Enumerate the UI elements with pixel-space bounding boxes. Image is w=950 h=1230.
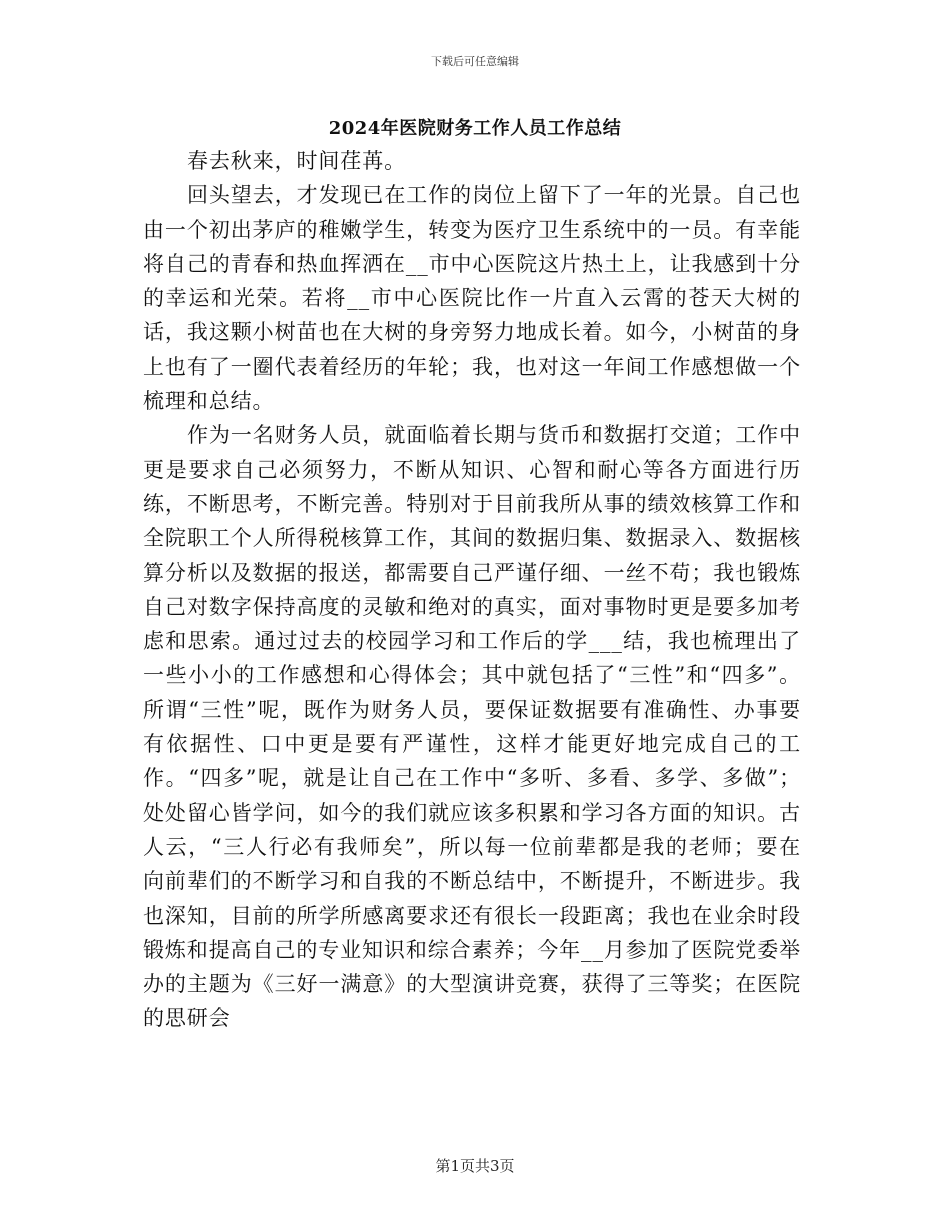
paragraph-reflection: 回头望去，才发现已在工作的岗位上留下了一年的光景。自己也由一个初出茅庐的稚嫩学生，转变为医疗卫生系统中的一员。有幸能将自己的青春和热血挥洒在__市中心医院这片热土上，让我感到十分的幸运和光荣。若将__市中心医院比作一片直入云霄的苍天大树的话，我这颗小树苗也在大树的身旁努力地成长着。如今，小树苗的身上也有了一圈代表着经历的年轮；我，也对这一年间工作感想做一个梳理和总结。	[143, 183, 801, 414]
paragraph-work-summary: 作为一名财务人员，就面临着长期与货币和数据打交道；工作中更是要求自己必须努力，不断从知识、心智和耐心等各方面进行历练，不断思考，不断完善。特别对于目前我所从事的绩效核算工作和全院职工个人所得税核算工作，其间的数据归集、数据录入、数据核算分析以及数据的报送，都需要自己严谨仔细、一丝不苟；我也锻炼自己对数字保持高度的灵敏和绝对的真实，面对事物时更是要多加考虑和思索。通过过去的校园学习和工作后的学___结，我也梳理出了一些小小的工作感想和心得体会；其中就包括了“三性”和“四多”。所谓“三性”呢，既作为财务人员，要保证数据要有准确性、办事要有依据性、口中更是要有严谨性，这样才能更好地完成自己的工作。“四多”呢，就是让自己在工作中“多听、多看、多学、多做”；处处留心皆学问，如今的我们就应该多积累和学习各方面的知识。古人云，“三人行必有我师矣”，所以每一位前辈都是我的老师；要在向前辈们的不断学习和自我的不断总结中，不断提升，不断进步。我也深知，目前的所学所感离要求还有很长一段距离；我也在业余时段锻炼和提高自己的专业知识和综合素养；今年__月参加了医院党委举办的主题为《三好一满意》的大型演讲竞赛，获得了三等奖；在医院的思研会	[143, 423, 801, 1031]
paragraph-opening: 春去秋来，时间荏苒。	[187, 149, 406, 173]
document-body	[143, 144, 801, 1036]
page-number: 第1页共3页	[435, 1157, 515, 1175]
page-header-note: 下载后可任意编辑	[431, 55, 519, 68]
document-title: 2024年医院财务工作人员工作总结	[328, 118, 622, 139]
